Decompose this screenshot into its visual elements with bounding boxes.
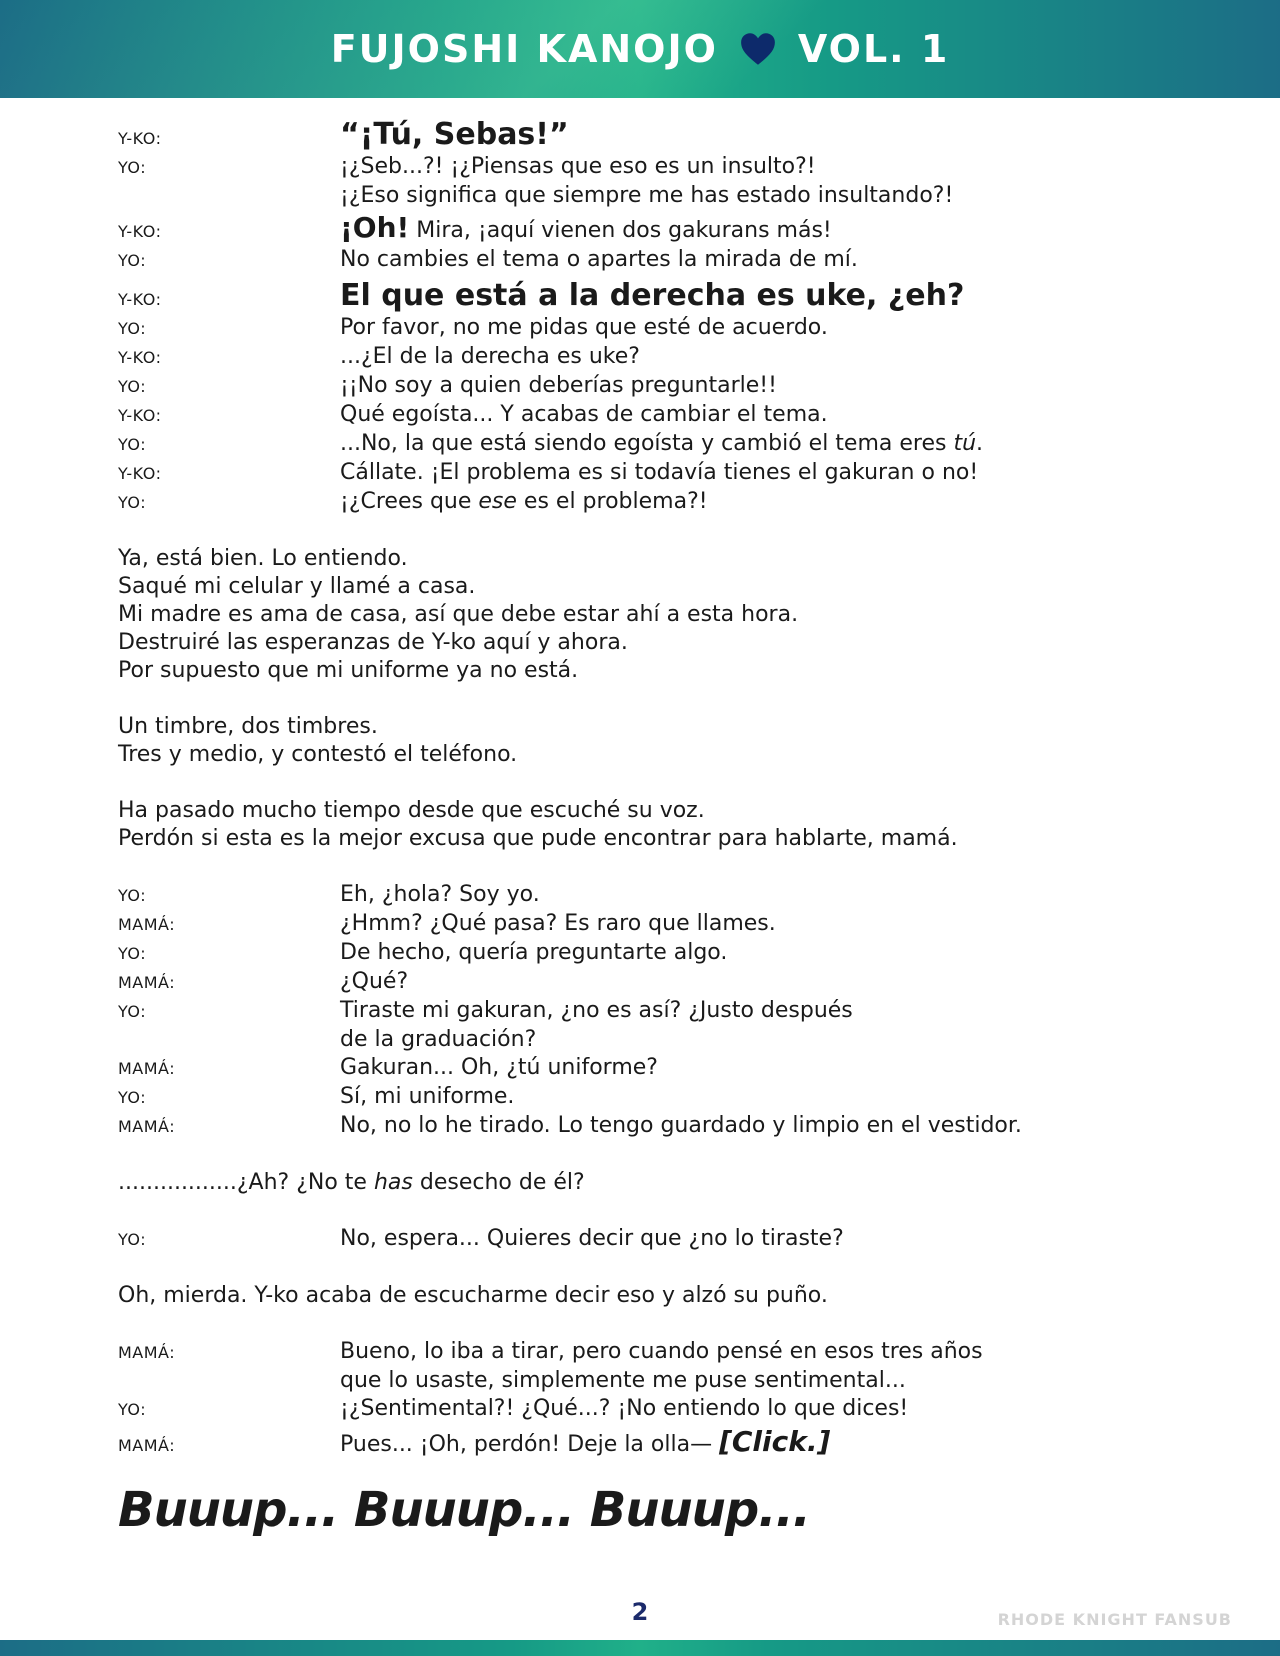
dialogue-text-rest: Mira, ¡aquí vienen dos gakurans más! [409, 218, 832, 243]
sfx-click: [Click.] [719, 1425, 831, 1458]
dialogue-line [118, 488, 1178, 517]
spacer [118, 685, 1178, 713]
dialogue-text: Gakuran... Oh, ¿tú uniforme? [340, 1055, 658, 1080]
speaker-label: Y-KO: [118, 464, 162, 483]
page-body [118, 118, 1178, 1542]
dialogue-text: No cambies el tema o apartes la mirada de mí. [340, 247, 858, 272]
speaker-label: MAMÁ: [118, 1059, 176, 1078]
dialogue-text: “¡Tú, Sebas!” [340, 117, 569, 152]
dialogue-text [340, 1425, 1178, 1459]
spacer [118, 1141, 1178, 1169]
dialogue-line [118, 1425, 1178, 1460]
emphasis-word: has [373, 1170, 413, 1195]
dialogue-text [340, 211, 1178, 245]
page-number: 2 [631, 1598, 649, 1626]
speaker-label: Y-KO: [118, 290, 162, 309]
dialogue-line [118, 343, 1178, 372]
title-right: VOL. 1 [797, 27, 950, 71]
dialogue-line [118, 1367, 1178, 1395]
speaker-label: MAMÁ: [118, 1343, 176, 1362]
series-title [331, 27, 950, 71]
narration-line: Perdón si esta es la mejor excusa que pude encontrar para hablarte, mamá. [118, 826, 958, 851]
dialogue-text: ¡¿Sentimental?! ¿Qué...? ¡No entiendo lo que dices! [340, 1396, 909, 1421]
page-header [0, 0, 1280, 98]
dialogue-text-part: . [976, 431, 984, 456]
speaker-label: YO: [118, 251, 147, 270]
dialogue-line [118, 1026, 1178, 1054]
dialogue-line [118, 314, 1178, 343]
dialogue-text: que lo usaste, simplemente me puse sentimental... [340, 1368, 906, 1393]
speaker-label: MAMÁ: [118, 1436, 176, 1455]
speaker-label: Y-KO: [118, 129, 162, 148]
speaker-label: YO: [118, 1002, 147, 1021]
dialogue-text: De hecho, quería preguntarte algo. [340, 940, 728, 965]
dialogue-text: Por favor, no me pidas que esté de acuerdo. [340, 315, 828, 340]
speaker-label: YO: [118, 493, 147, 512]
speaker-label: YO: [118, 319, 147, 338]
dialogue-line [118, 939, 1178, 968]
dialogue-line [118, 997, 1178, 1026]
narration-line: Ha pasado mucho tiempo desde que escuché su voz. [118, 798, 705, 823]
dialogue-text: de la graduación? [340, 1027, 537, 1052]
narration-line: Un timbre, dos timbres. [118, 714, 378, 739]
dialogue-text: Qué egoísta... Y acabas de cambiar el tema. [340, 402, 828, 427]
fansub-credit: RHODE KNIGHT FANSUB [997, 1610, 1232, 1629]
dialogue-text: ¡¿Seb...?! ¡¿Piensas que eso es un insulto?! [340, 154, 816, 179]
spacer [118, 1197, 1178, 1225]
dialogue-text [340, 430, 1178, 458]
dialogue-text-part: ¡¿Crees que [340, 489, 472, 514]
speaker-label: YO: [118, 158, 147, 177]
dialogue-line [118, 968, 1178, 997]
speaker-label: YO: [118, 886, 147, 905]
speaker-label: MAMÁ: [118, 915, 176, 934]
speaker-label: YO: [118, 944, 147, 963]
dialogue-line [118, 1338, 1178, 1367]
dialogue-text: ¡¿Eso significa que siempre me has estado insultando?! [340, 183, 954, 208]
dialogue-block-2 [118, 881, 1178, 1141]
dialogue-text: ¿Hmm? ¿Qué pasa? Es raro que llames. [340, 911, 776, 936]
narration-line: Saqué mi celular y llamé a casa. [118, 574, 476, 599]
dialogue-block-1 [118, 118, 1178, 517]
dialogue-text: El que está a la derecha es uke, ¿eh? [340, 278, 965, 313]
dialogue-line [118, 401, 1178, 430]
dialogue-text [340, 488, 1178, 516]
speaker-label: MAMÁ: [118, 973, 176, 992]
emphasis-word: tú [953, 431, 977, 456]
dialogue-line [118, 153, 1178, 182]
narration-block-2 [118, 713, 1178, 769]
dialogue-line [118, 211, 1178, 246]
emphasis-oh: ¡Oh! [340, 211, 410, 244]
dialogue-text-part: es el problema?! [516, 489, 708, 514]
speaker-label: YO: [118, 1088, 147, 1107]
speaker-label: MAMÁ: [118, 1117, 176, 1136]
spacer [118, 1310, 1178, 1338]
speaker-label: YO: [118, 1230, 147, 1249]
dialogue-line [118, 1083, 1178, 1112]
narration-line-5: Oh, mierda. Y-ko acaba de escucharme decir eso y alzó su puño. [118, 1283, 828, 1308]
emphasis-word: ese [478, 489, 517, 514]
narration-line-4 [118, 1169, 1178, 1197]
heart-icon [740, 32, 776, 66]
spacer [118, 517, 1178, 545]
speaker-label: Y-KO: [118, 406, 162, 425]
narration-line: Ya, está bien. Lo entiendo. [118, 546, 408, 571]
narration-line: Destruiré las esperanzas de Y-ko aquí y ahora. [118, 630, 628, 655]
spacer [118, 1254, 1178, 1282]
title-left: FUJOSHI KANOJO [330, 27, 718, 71]
dialogue-block-4 [118, 1338, 1178, 1460]
dialogue-text-part: ...No, la que está siendo egoísta y cambió el tema eres [340, 431, 947, 456]
speaker-label: YO: [118, 435, 147, 454]
dialogue-text: Eh, ¿hola? Soy yo. [340, 882, 540, 907]
dialogue-text: No, espera... Quieres decir que ¿no lo tiraste? [340, 1226, 844, 1251]
dialogue-line [118, 118, 1178, 153]
narration-line: Tres y medio, y contestó el teléfono. [118, 742, 518, 767]
dialogue-text: Tiraste mi gakuran, ¿no es así? ¿Justo después [340, 998, 853, 1023]
dialogue-text: Cállate. ¡El problema es si todavía tienes el gakuran o no! [340, 460, 979, 485]
dialogue-line [118, 1225, 1178, 1254]
dialogue-line [118, 279, 1178, 314]
dialogue-line [118, 430, 1178, 459]
dialogue-line [118, 1112, 1178, 1141]
dialogue-text: ¿Qué? [340, 969, 409, 994]
narration-block-1 [118, 545, 1178, 685]
dialogue-text: ¡¡No soy a quien deberías preguntarle!! [340, 373, 777, 398]
dialogue-text: No, no lo he tirado. Lo tengo guardado y limpio en el vestidor. [340, 1113, 1022, 1138]
spacer [118, 853, 1178, 881]
dialogue-line [118, 372, 1178, 401]
narration-line: Mi madre es ama de casa, así que debe estar ahí a esta hora. [118, 602, 799, 627]
narration-part: .................¿Ah? ¿No te [118, 1170, 367, 1195]
speaker-label: YO: [118, 377, 147, 396]
dialogue-line [118, 1395, 1178, 1424]
spacer [118, 769, 1178, 797]
narration-line: Por supuesto que mi uniforme ya no está. [118, 658, 579, 683]
dialogue-line [118, 182, 1178, 210]
dialogue-line [118, 1054, 1178, 1083]
page-footer-bar [0, 1640, 1280, 1656]
dialogue-line [118, 910, 1178, 939]
speaker-label: Y-KO: [118, 348, 162, 367]
dialogue-line [118, 246, 1178, 275]
dialogue-line [118, 459, 1178, 488]
dialogue-text: Sí, mi uniforme. [340, 1084, 515, 1109]
dialogue-line [118, 881, 1178, 910]
sound-effect-banner: Buuup... Buuup... Buuup... [118, 1482, 810, 1538]
speaker-label: Y-KO: [118, 222, 162, 241]
speaker-label: YO: [118, 1400, 147, 1419]
narration-part: desecho de él? [412, 1170, 585, 1195]
dialogue-text-part: Pues... ¡Oh, perdón! Deje la olla— [340, 1432, 713, 1457]
dialogue-text: ...¿El de la derecha es uke? [340, 344, 640, 369]
dialogue-text: Bueno, lo iba a tirar, pero cuando pensé en esos tres años [340, 1339, 983, 1364]
narration-block-3 [118, 797, 1178, 853]
